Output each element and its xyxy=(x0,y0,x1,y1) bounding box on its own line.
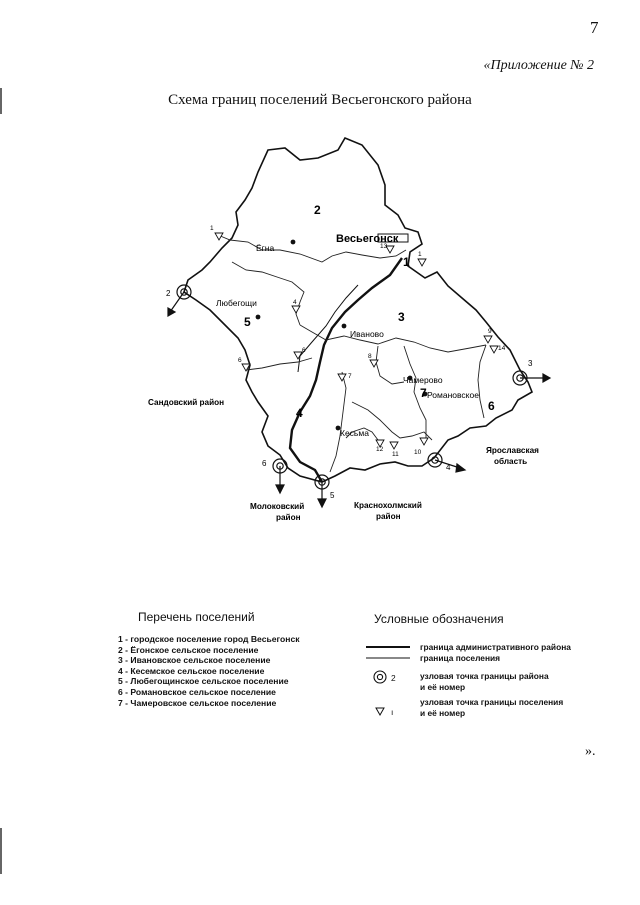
town-label: Кесьма xyxy=(340,428,369,438)
settlement-node-icon xyxy=(490,346,498,353)
list-item: 1 - городское поселение город Весьегонск xyxy=(118,634,300,644)
settlement-node-label: 6 xyxy=(302,347,306,354)
settlement-node-label: 11 xyxy=(392,451,399,458)
legend-district-node-2: и её номер xyxy=(420,682,466,692)
town-label: Весьегонск xyxy=(336,233,399,245)
legend-settlement-node-num: ı xyxy=(391,707,394,717)
neighbor-label: область xyxy=(494,457,528,466)
settlement-number: 2 xyxy=(314,203,321,217)
town-label: Любегощи xyxy=(216,298,257,308)
neighbor-label: Сандовский район xyxy=(148,398,225,407)
settlement-node-icon xyxy=(484,336,492,343)
list-item: 4 - Кесемское сельское поселение xyxy=(118,665,265,676)
settlement-node-icon xyxy=(390,442,398,449)
list-item: 3 - Ивановское сельское поселение xyxy=(118,655,271,666)
settlement-node-label: 8 xyxy=(368,353,372,360)
legend-settlement-node-1: узловая точка границы поселения xyxy=(420,697,564,707)
settlement-node-label: 13 xyxy=(380,243,388,250)
legend-district-border: граница административного района xyxy=(420,642,571,652)
settlement-node-icon xyxy=(292,306,300,313)
settlements-list xyxy=(118,634,300,708)
appendix-label: «Приложение № 2 xyxy=(483,58,594,73)
settlement-node-icon xyxy=(418,259,426,266)
settlement-node-label: 14 xyxy=(498,345,506,352)
settlement-number: 5 xyxy=(244,315,251,329)
settlement-number: 3 xyxy=(398,310,405,324)
closing-quote: ». xyxy=(585,744,596,759)
neighbor-label: район xyxy=(376,512,401,521)
town-label: Иваново xyxy=(350,329,384,339)
settlement-node-label: 1 xyxy=(210,225,214,232)
district-node-label: 3 xyxy=(528,359,533,368)
settlement-number: 6 xyxy=(488,399,495,413)
edge-mark xyxy=(0,828,2,874)
settlement-number: 1 xyxy=(403,255,410,269)
district-node-label: 2 xyxy=(166,289,171,298)
settlement-node-label: 7 xyxy=(348,373,352,380)
settlement-node-label: 12 xyxy=(376,446,384,453)
settlement-node-label: 9 xyxy=(488,328,492,335)
settlement-node-icon xyxy=(420,438,428,445)
legend-district-node-1: узловая точка границы района xyxy=(420,671,549,681)
town-marker xyxy=(342,324,347,329)
list-item: 2 - Ёгонское сельское поселение xyxy=(118,644,259,655)
legend-symbols xyxy=(360,640,420,730)
legend-district-node-num: 2 xyxy=(391,673,396,683)
district-node-label: 5 xyxy=(330,491,335,500)
list-item: 7 - Чамеровское сельское поселение xyxy=(118,697,277,708)
town-label: Романовское xyxy=(427,390,479,400)
river-line xyxy=(290,258,402,482)
settlement-node-label: 6 xyxy=(238,357,242,364)
legend-settlement-node-2: и её номер xyxy=(420,708,466,718)
settlement-number: 4 xyxy=(296,406,303,420)
town-label: Чамерово xyxy=(403,375,443,385)
list-item: 6 - Романовское сельское поселение xyxy=(118,686,276,697)
page-title: Схема границ поселений Весьегонского района xyxy=(168,92,472,108)
legend-heading: Условные обозначения xyxy=(374,612,504,626)
settlements-list-heading: Перечень поселений xyxy=(138,610,255,624)
town-label: Ёгна xyxy=(256,243,275,253)
settlement-node-label: 1 xyxy=(418,251,422,258)
settlement-node-icon xyxy=(338,374,346,381)
legend-settlement-node-icon xyxy=(376,708,384,715)
neighbor-label: Краснохолмский xyxy=(354,501,422,510)
list-item: 5 - Любегощинское сельское поселение xyxy=(118,676,289,687)
district-node-label: 6 xyxy=(262,459,267,468)
settlement-node-label: 10 xyxy=(414,449,422,456)
district-node-label: 4 xyxy=(446,463,451,472)
neighbor-label: Молоковский xyxy=(250,502,305,511)
page-number: 7 xyxy=(590,18,599,37)
legend-settlement-border: граница поселения xyxy=(420,653,501,663)
legend-district-node-icon xyxy=(374,671,386,683)
town-marker xyxy=(291,240,296,245)
settlement-node-label: 4 xyxy=(293,299,297,306)
river-bank xyxy=(298,285,358,372)
settlement-number: 7 xyxy=(420,386,427,400)
neighbor-label: район xyxy=(276,513,301,522)
neighbor-label: Ярославская xyxy=(486,446,539,455)
town-marker xyxy=(256,315,261,320)
